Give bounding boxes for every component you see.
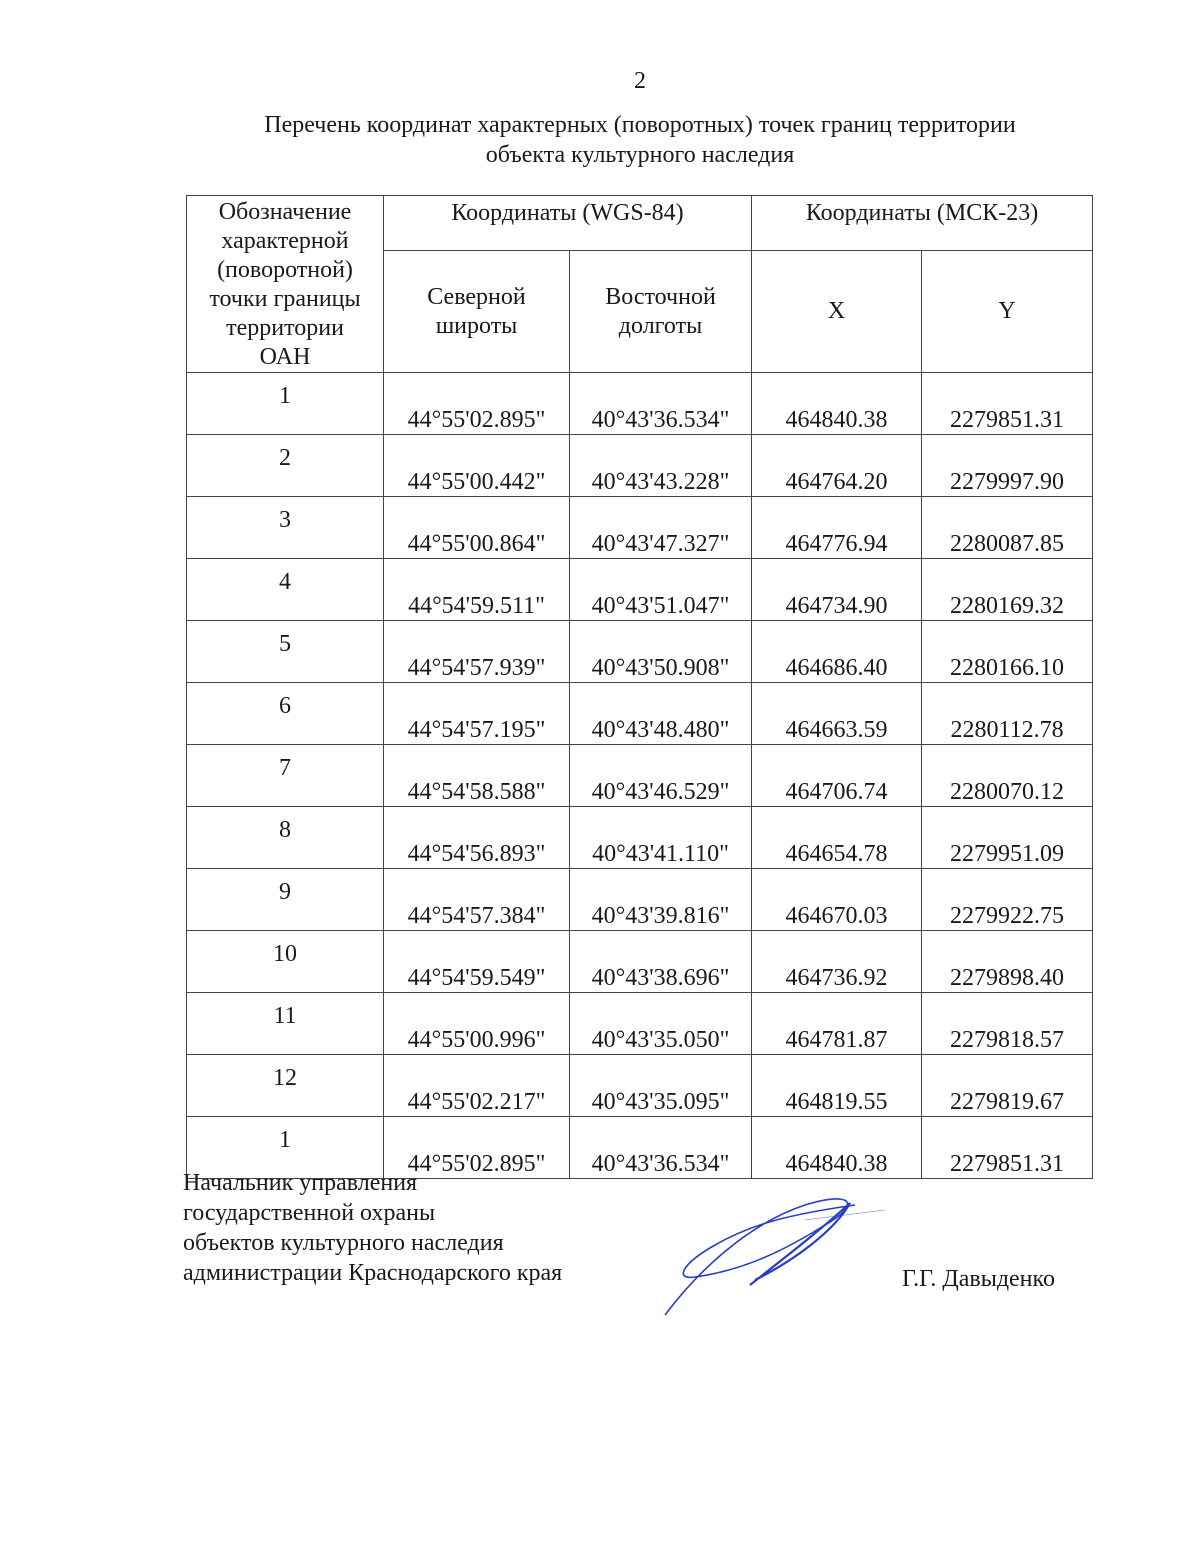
cell-latitude: 44°55'02.895" xyxy=(384,373,570,435)
cell-latitude: 44°54'58.588" xyxy=(384,745,570,807)
cell-y: 2279997.90 xyxy=(922,435,1093,497)
cell-latitude: 44°54'57.384" xyxy=(384,869,570,931)
cell-point: 4 xyxy=(187,559,384,621)
cell-point: 10 xyxy=(187,931,384,993)
table-header-row xyxy=(187,196,1093,251)
cell-y: 2279951.09 xyxy=(922,807,1093,869)
header-point-designation xyxy=(187,196,384,373)
cell-point: 5 xyxy=(187,621,384,683)
cell-latitude: 44°55'02.895" xyxy=(384,1117,570,1179)
cell-point: 11 xyxy=(187,993,384,1055)
table-row xyxy=(187,373,1093,435)
cell-point: 8 xyxy=(187,807,384,869)
header-lat-line: широты xyxy=(435,312,518,339)
cell-y: 2279819.67 xyxy=(922,1055,1093,1117)
signatory-position xyxy=(183,1168,562,1288)
cell-y: 2279898.40 xyxy=(922,931,1093,993)
cell-longitude: 40°43'38.696" xyxy=(570,931,752,993)
cell-latitude: 44°54'57.195" xyxy=(384,683,570,745)
table-row xyxy=(187,993,1093,1055)
page-number: 2 xyxy=(634,68,646,94)
header-point-line: территории xyxy=(226,315,344,341)
position-line: Начальник управления xyxy=(183,1170,418,1196)
signature-stroke xyxy=(750,1203,850,1285)
cell-y: 2279851.31 xyxy=(922,373,1093,435)
table-row xyxy=(187,869,1093,931)
table-row xyxy=(187,621,1093,683)
header-lon-line: долготы xyxy=(618,312,703,339)
cell-longitude: 40°43'35.050" xyxy=(570,993,752,1055)
cell-point: 2 xyxy=(187,435,384,497)
position-line: государственной охраны xyxy=(183,1200,436,1226)
cell-point: 3 xyxy=(187,497,384,559)
header-lon-line: Восточной xyxy=(605,283,716,310)
signature-stroke xyxy=(665,1199,855,1315)
cell-x: 464819.55 xyxy=(752,1055,922,1117)
signer-name: Г.Г. Давыденко xyxy=(902,1266,1055,1292)
cell-point: 6 xyxy=(187,683,384,745)
cell-latitude: 44°55'00.864" xyxy=(384,497,570,559)
document-title xyxy=(170,110,1110,170)
header-north-latitude xyxy=(384,251,570,373)
cell-longitude: 40°43'35.095" xyxy=(570,1055,752,1117)
cell-latitude: 44°55'00.996" xyxy=(384,993,570,1055)
cell-longitude: 40°43'47.327" xyxy=(570,497,752,559)
cell-longitude: 40°43'51.047" xyxy=(570,559,752,621)
cell-y: 2279818.57 xyxy=(922,993,1093,1055)
cell-longitude: 40°43'39.816" xyxy=(570,869,752,931)
cell-x: 464840.38 xyxy=(752,373,922,435)
header-point-line: ОАН xyxy=(259,344,311,370)
cell-x: 464840.38 xyxy=(752,1117,922,1179)
cell-latitude: 44°54'59.549" xyxy=(384,931,570,993)
cell-point: 1 xyxy=(187,373,384,435)
cell-x: 464670.03 xyxy=(752,869,922,931)
table-row xyxy=(187,559,1093,621)
header-y: Y xyxy=(922,251,1093,373)
header-msk23: Координаты (МСК-23) xyxy=(752,196,1093,251)
cell-x: 464654.78 xyxy=(752,807,922,869)
header-wgs84: Координаты (WGS-84) xyxy=(384,196,752,251)
cell-longitude: 40°43'48.480" xyxy=(570,683,752,745)
cell-x: 464734.90 xyxy=(752,559,922,621)
coordinates-table xyxy=(186,195,1093,1179)
table-row xyxy=(187,1055,1093,1117)
cell-longitude: 40°43'46.529" xyxy=(570,745,752,807)
cell-longitude: 40°43'36.534" xyxy=(570,1117,752,1179)
position-line: администрации Краснодарского края xyxy=(183,1260,563,1286)
cell-x: 464686.40 xyxy=(752,621,922,683)
table-row xyxy=(187,497,1093,559)
handwritten-signature xyxy=(655,1185,895,1325)
cell-y: 2280112.78 xyxy=(922,683,1093,745)
cell-y: 2280169.32 xyxy=(922,559,1093,621)
cell-latitude: 44°55'02.217" xyxy=(384,1055,570,1117)
cell-y: 2279851.31 xyxy=(922,1117,1093,1179)
table-row xyxy=(187,435,1093,497)
cell-longitude: 40°43'41.110" xyxy=(570,807,752,869)
cell-x: 464736.92 xyxy=(752,931,922,993)
document-title-line-2: объекта культурного наследия xyxy=(485,142,795,168)
document-title-line-1: Перечень координат характерных (поворотных) точек границ территории xyxy=(264,112,1016,138)
cell-longitude: 40°43'43.228" xyxy=(570,435,752,497)
cell-x: 464776.94 xyxy=(752,497,922,559)
cell-latitude: 44°55'00.442" xyxy=(384,435,570,497)
header-point-line: (поворотной) xyxy=(217,257,353,283)
cell-point: 1 xyxy=(187,1117,384,1179)
cell-point: 9 xyxy=(187,869,384,931)
cell-y: 2280070.12 xyxy=(922,745,1093,807)
position-line: объектов культурного наследия xyxy=(183,1230,504,1256)
cell-y: 2279922.75 xyxy=(922,869,1093,931)
cell-x: 464781.87 xyxy=(752,993,922,1055)
cell-longitude: 40°43'36.534" xyxy=(570,373,752,435)
header-point-line: точки границы xyxy=(209,286,361,312)
cell-y: 2280166.10 xyxy=(922,621,1093,683)
cell-latitude: 44°54'59.511" xyxy=(384,559,570,621)
cell-latitude: 44°54'57.939" xyxy=(384,621,570,683)
header-point-line: характерной xyxy=(221,228,349,254)
cell-x: 464706.74 xyxy=(752,745,922,807)
cell-point: 12 xyxy=(187,1055,384,1117)
cell-x: 464663.59 xyxy=(752,683,922,745)
table-row xyxy=(187,683,1093,745)
cell-latitude: 44°54'56.893" xyxy=(384,807,570,869)
cell-y: 2280087.85 xyxy=(922,497,1093,559)
cell-longitude: 40°43'50.908" xyxy=(570,621,752,683)
table-row xyxy=(187,745,1093,807)
header-east-longitude xyxy=(570,251,752,373)
cell-x: 464764.20 xyxy=(752,435,922,497)
header-point-line: Обозначение xyxy=(218,199,352,225)
header-x: X xyxy=(752,251,922,373)
table-row xyxy=(187,807,1093,869)
table-body xyxy=(187,373,1093,1179)
table-row xyxy=(187,931,1093,993)
header-lat-line: Северной xyxy=(427,283,526,310)
cell-point: 7 xyxy=(187,745,384,807)
